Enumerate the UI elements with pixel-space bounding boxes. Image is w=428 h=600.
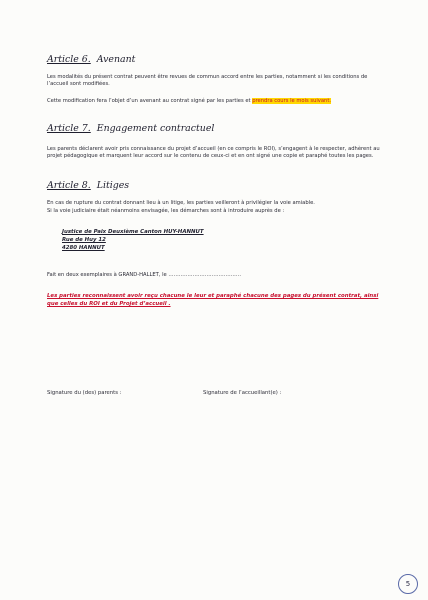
- parents-signature-label: Signature du (des) parents :: [47, 390, 122, 396]
- article-6-number: Article 6.: [47, 54, 91, 65]
- article-6-heading: [47, 54, 135, 65]
- article-6-paragraph-1: Les modalités du présent contrat peuvent être revues de commun accord entre les parties, notamment si les conditions de l’accueil sont modifiées.: [47, 74, 368, 88]
- address-line-1: Justice de Paix Deuxième Canton HUY-HANNUT: [62, 229, 204, 235]
- article-7-title: Engagement contractuel: [96, 123, 215, 134]
- article-7-paragraph: Les parents déclarent avoir pris connaissance du projet d’accueil (en ce compris le ROI), s’engagent à le respecter, adhèrent au projet pédagogique et marquent leur accord sur le contenu de ceux-ci et en ont signé une copie et paraphé toutes les pages.: [47, 146, 380, 160]
- article-8-title: Litiges: [96, 180, 130, 191]
- accueillant-signature-label: Signature de l’accueillant(e) :: [203, 390, 282, 396]
- article-6-paragraph-2-text: Cette modification fera l’objet d’un avenant au contrat signé par les parties et: [47, 98, 253, 104]
- article-8-paragraph-1: En cas de rupture du contrat donnant lieu à un litige, les parties veilleront à privilégier la voie amiable.: [47, 200, 315, 206]
- article-6-title: Avenant: [96, 54, 136, 65]
- article-8-number: Article 8.: [47, 180, 91, 191]
- article-7-heading: [47, 123, 214, 134]
- acknowledgement-red-text: Les parties reconnaissent avoir reçu chacune le leur et paraphé chacune des pages du présent contrat, ainsi que celles du ROI et du Projet d’accueil .: [47, 293, 379, 307]
- address-line-2: Rue de Huy 12: [62, 237, 106, 244]
- article-6-paragraph-2: [47, 98, 382, 105]
- article-8-heading: [47, 180, 129, 191]
- page-number: 5: [398, 574, 418, 594]
- highlighted-text: prendra cours le mois suivant.: [252, 98, 332, 104]
- made-at-line: Fait en deux exemplaires à GRAND-HALLET, le ……………………………………: [47, 272, 242, 278]
- address-line-3: 4280 HANNUT: [62, 245, 105, 252]
- court-address: [62, 228, 204, 253]
- article-7-number: Article 7.: [47, 123, 91, 134]
- article-8-paragraph-2: Si la voie judiciaire était néanmoins envisagée, les démarches sont à introduire auprès de :: [47, 208, 285, 214]
